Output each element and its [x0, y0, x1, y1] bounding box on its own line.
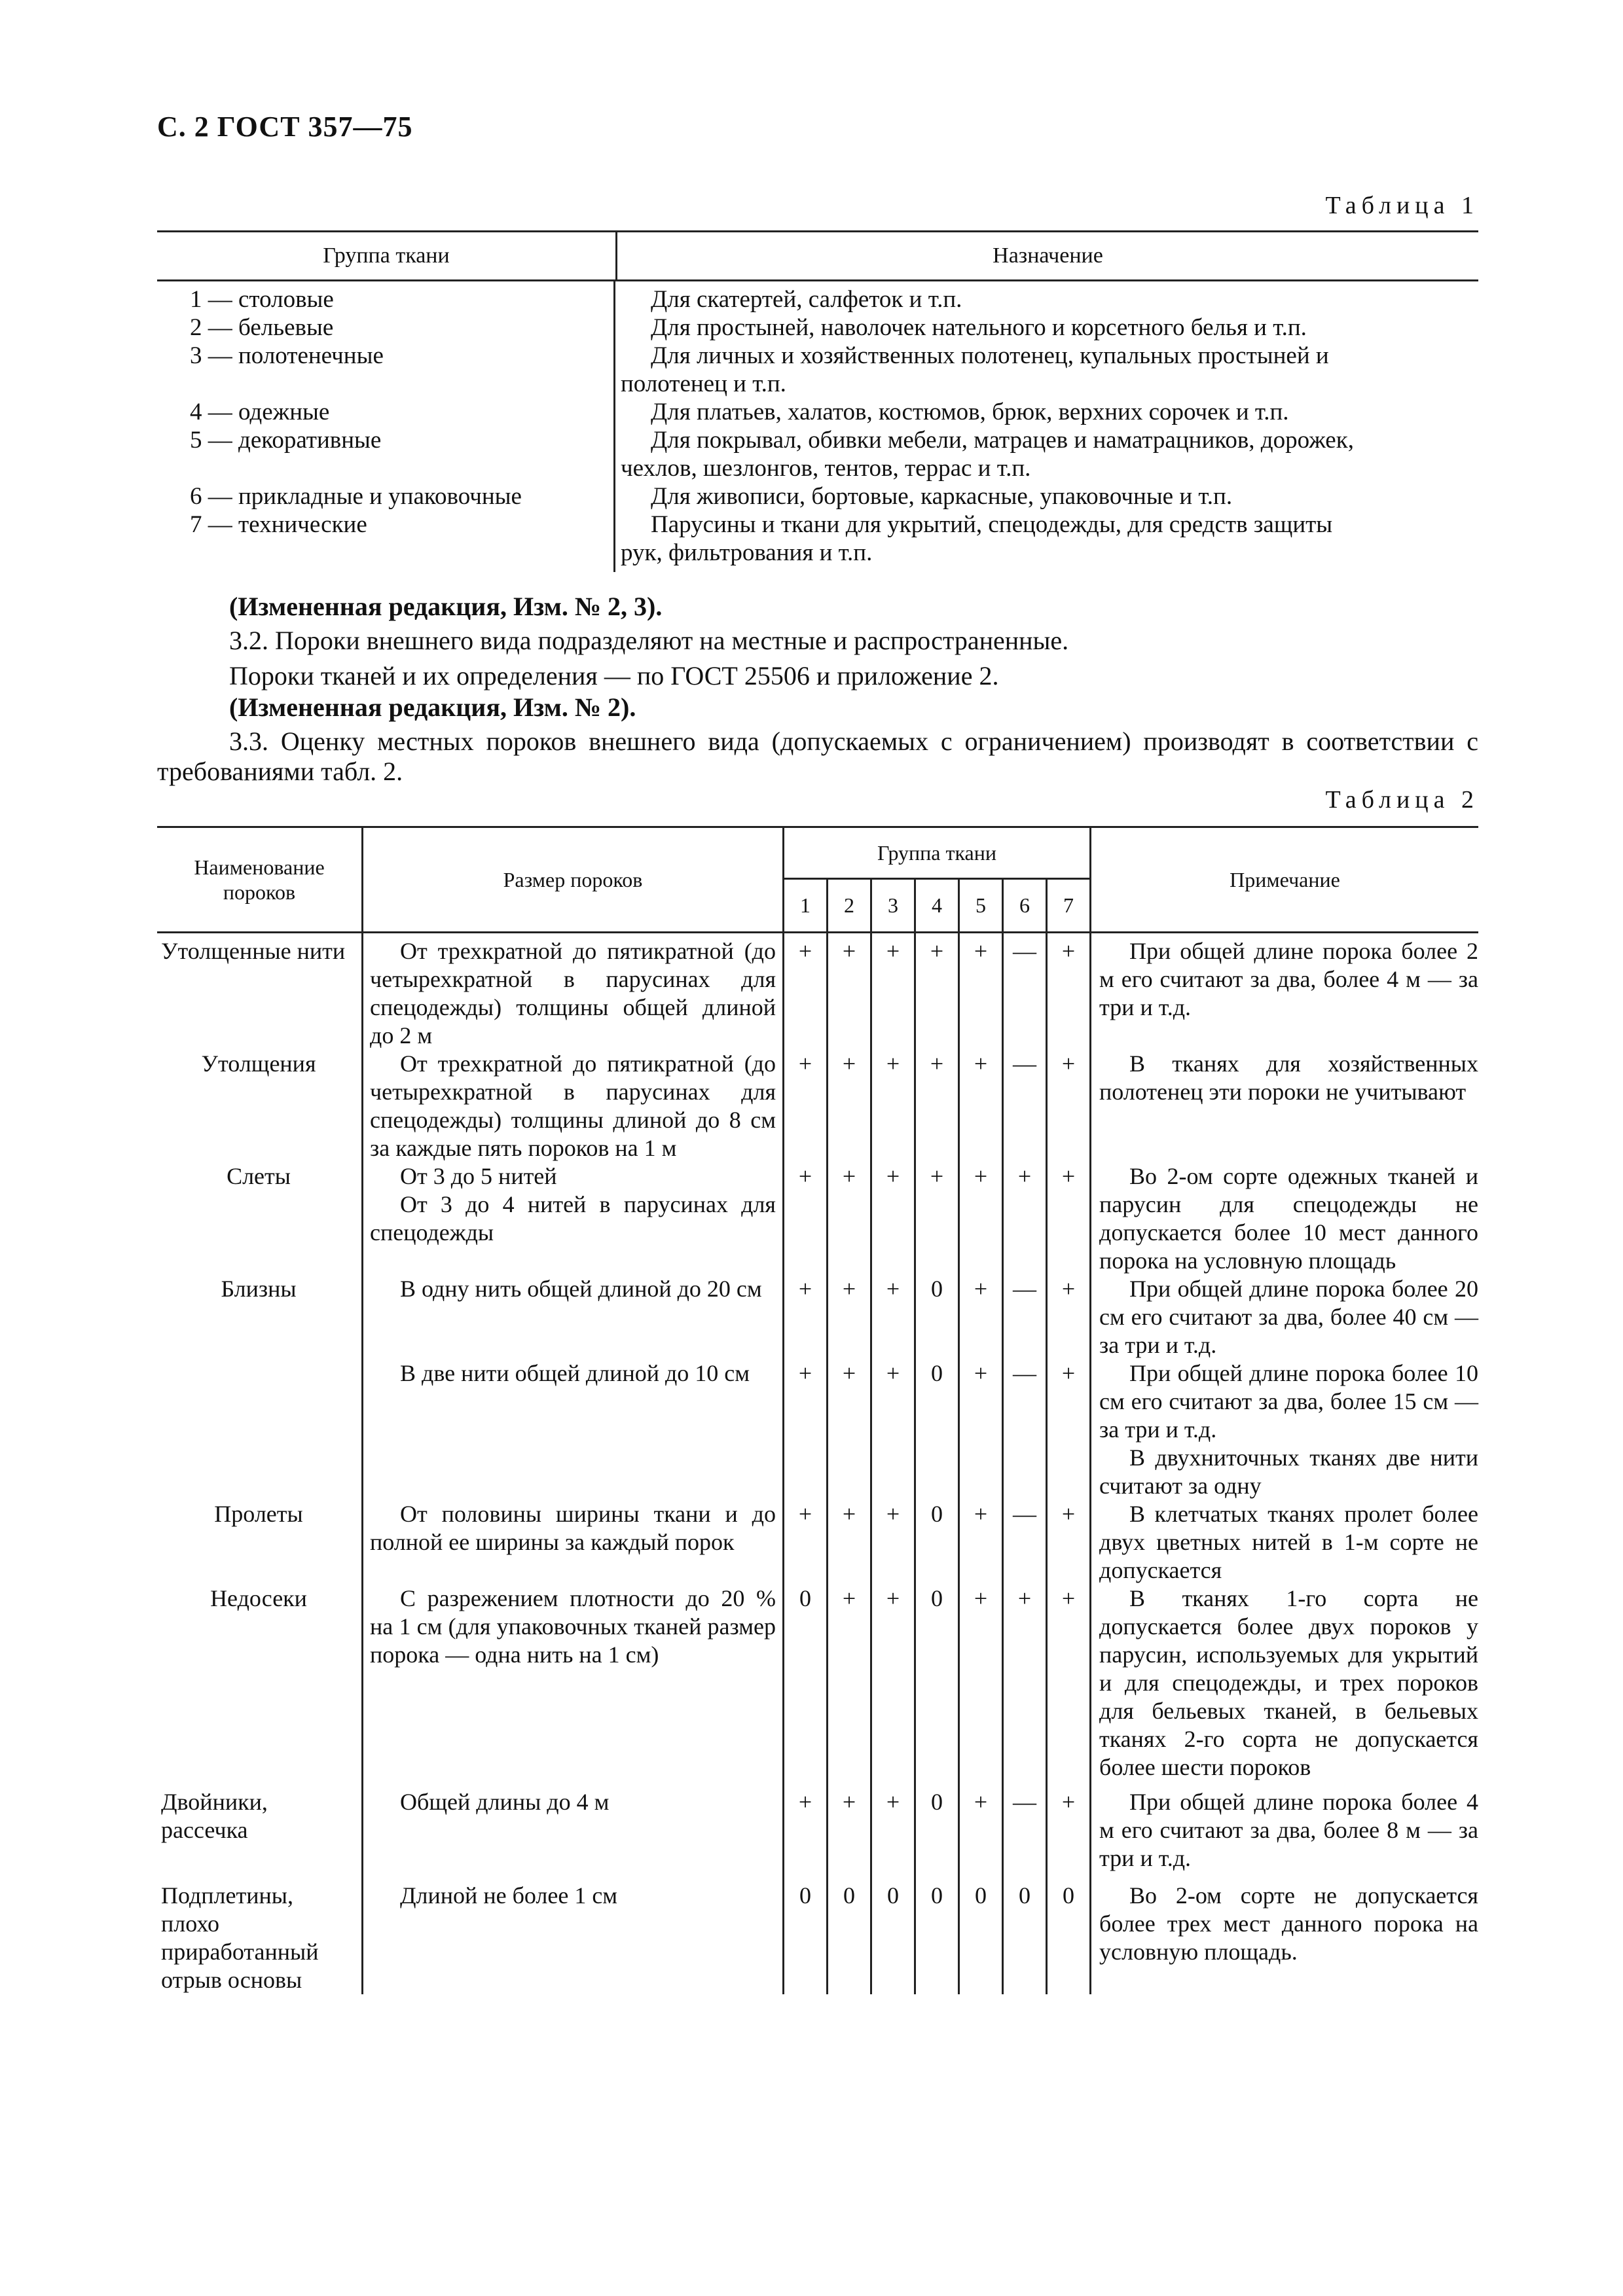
table2-group-mark: — [1003, 1275, 1047, 1359]
table1-purpose-line: Для простыней, наволочек нательного и корсетного белья и т.п. [651, 314, 1307, 341]
table2-note [1091, 1500, 1479, 1585]
table2-group-mark: + [959, 1788, 1003, 1882]
table1-purpose-cell [615, 482, 1478, 511]
table1-caption: Таблица 1 [1325, 192, 1479, 219]
table2-note-line: При общей длине порока более 4 м его считают за два, более 8 м — за три и т.д. [1099, 1789, 1478, 1871]
table2-note-line: В двухниточных тканях две нити считают за одну [1099, 1444, 1478, 1499]
table2-note-line: В тканях 1-го сорта не допускается более двух пороков у парусин, используемых для укрытий и для спецодежды, и трех пороков для бельевых тканей, в бельевых тканях 2-го сорта не допускается более шести пороков [1099, 1585, 1478, 1780]
table1-group-cell: 5 — декоративные [157, 426, 615, 482]
table2-size-line: От трехкратной до пятикратной (до четырехкратной в парусинах для спецодежды) толщины длиной до 8 см за каждые пять пороков на 1 м [370, 1050, 776, 1161]
table2-group-mark: + [784, 1788, 828, 1882]
table2-row [157, 1585, 1478, 1788]
table2-group-mark: + [871, 1050, 915, 1162]
table2-group-mark: 0 [915, 1882, 959, 1994]
table1-purpose-cell [615, 426, 1478, 482]
table2-size-line: В одну нить общей длиной до 20 см [400, 1276, 762, 1302]
table2-group-number: 6 [1003, 879, 1047, 933]
table2-defect-size [363, 1585, 784, 1788]
table2-defect-size [363, 933, 784, 1050]
table2-note [1091, 1882, 1479, 1994]
table2-group-mark: + [828, 1585, 871, 1788]
table2-note-line: В клетчатых тканях пролет более двух цветных нитей в 1-м сорте не допускается [1099, 1501, 1478, 1583]
table2-group-mark: + [828, 1275, 871, 1359]
table2-group-mark: 0 [915, 1788, 959, 1882]
table2-group-mark: 0 [1003, 1882, 1047, 1994]
table2-col-note: Примечание [1091, 827, 1479, 933]
table2-row [157, 1788, 1478, 1882]
table2-group-number: 1 [784, 879, 828, 933]
table2-note [1091, 1275, 1479, 1359]
table2-row [157, 1275, 1478, 1359]
table2-group-number: 5 [959, 879, 1003, 933]
table2-group-mark: + [915, 933, 959, 1050]
table2-group-mark: + [959, 1162, 1003, 1275]
table2-group-mark: 0 [915, 1585, 959, 1788]
table2-note [1091, 1162, 1479, 1275]
table1-row [157, 482, 1478, 511]
table2-group-mark: + [1047, 1359, 1091, 1500]
table1-purpose-line: рук, фильтрования и т.п. [621, 539, 873, 566]
table1-purpose-line: полотенец и т.п. [621, 370, 786, 397]
table2-group-number: 4 [915, 879, 959, 933]
table1-row [157, 281, 1478, 314]
table2-group-mark: + [784, 1359, 828, 1500]
table2-defect-name: Недосеки [210, 1585, 307, 1611]
table2-group-mark: + [828, 1500, 871, 1585]
table2-group-mark: + [915, 1050, 959, 1162]
table1-purpose-line: Для платьев, халатов, костюмов, брюк, верхних сорочек и т.п. [651, 399, 1289, 425]
table1-row [157, 342, 1478, 398]
table2-group-mark: 0 [1047, 1882, 1091, 1994]
paragraph-3-2-defects: Пороки тканей и их определения — по ГОСТ 25506 и приложение 2. [229, 661, 999, 691]
table1-purpose-line: Для личных и хозяйственных полотенец, купальных простыней и [651, 342, 1329, 369]
table2-group-mark: + [871, 1788, 915, 1882]
table2-group-number: 2 [828, 879, 871, 933]
table2 [157, 826, 1478, 1994]
table1-purpose-line: Для скатертей, салфеток и т.п. [651, 286, 962, 313]
table2-group-mark: — [1003, 1050, 1047, 1162]
table2-group-mark: — [1003, 933, 1047, 1050]
table2-group-mark: + [1047, 1050, 1091, 1162]
table2-group-mark: + [959, 1275, 1003, 1359]
table2-size-line: С разрежением плотности до 20 % на 1 см (для упаковочных тканей размер порока — одна нить на 1 см) [370, 1585, 776, 1668]
table2-row [157, 933, 1478, 1050]
table2-group-mark: + [959, 933, 1003, 1050]
table2-col-group: Группа ткани [784, 827, 1091, 879]
table2-group-mark: + [871, 1500, 915, 1585]
table1-purpose-cell [615, 281, 1478, 314]
table2-col-name: Наименование пороков [157, 827, 363, 933]
table2-note-line: Во 2-ом сорте не допускается более трех мест данного порока на условную площадь. [1099, 1882, 1478, 1965]
table2-row [157, 1500, 1478, 1585]
table2-size-line: В две нити общей длиной до 10 см [400, 1360, 750, 1386]
table2-note-line: При общей длине порока более 2 м его считают за два, более 4 м — за три и т.д. [1099, 938, 1478, 1020]
table2-group-mark: — [1003, 1788, 1047, 1882]
table1-col-group: Группа ткани [157, 232, 617, 279]
table2-defect-name: Близны [221, 1276, 297, 1302]
table2-defect-name: Пролеты [214, 1501, 303, 1527]
table1-body [157, 281, 1478, 572]
table2-group-mark: + [1047, 1162, 1091, 1275]
table2-defect-size [363, 1788, 784, 1882]
table2-group-mark: + [784, 1050, 828, 1162]
table2-group-mark: + [871, 1359, 915, 1500]
table2-size-line: Длиной не более 1 см [400, 1882, 618, 1909]
table2-row [157, 1162, 1478, 1275]
table1-header [157, 230, 1478, 281]
table2-group-number: 7 [1047, 879, 1091, 933]
table2-group-mark: 0 [784, 1882, 828, 1994]
table2-caption: Таблица 2 [1325, 786, 1479, 814]
table1-group-cell: 4 — одежные [157, 398, 615, 426]
table2-group-mark: — [1003, 1500, 1047, 1585]
table2-group-mark: + [959, 1359, 1003, 1500]
table2-group-mark: 0 [915, 1275, 959, 1359]
table2-note-line: При общей длине порока более 20 см его считают за два, более 40 см — за три и т.д. [1099, 1276, 1478, 1358]
table2-size-line: От трехкратной до пятикратной (до четырехкратной в парусинах для спецодежды) толщины общей длиной до 2 м [370, 938, 776, 1049]
table1-group-cell: 2 — бельевые [157, 314, 615, 342]
table2-group-mark: 0 [915, 1359, 959, 1500]
table1-purpose-cell [615, 398, 1478, 426]
paragraph-3-2: 3.2. Пороки внешнего вида подразделяют на местные и распространенные. [229, 626, 1069, 655]
table2-group-mark: 0 [828, 1882, 871, 1994]
table2-group-mark: + [1047, 1275, 1091, 1359]
table2-group-mark: + [871, 1275, 915, 1359]
table2-defect-size [363, 1359, 784, 1500]
table2-defect-name: Двойники, рассечка [161, 1789, 268, 1843]
revision-note-1: (Измененная редакция, Изм. № 2, 3). [229, 592, 663, 621]
table2-group-mark: + [1047, 933, 1091, 1050]
table2-group-mark: + [871, 933, 915, 1050]
table2-row [157, 1359, 1478, 1500]
table1-purpose-line: Парусины и ткани для укрытий, спецодежды, для средств защиты [651, 511, 1333, 538]
table2-group-mark: + [959, 1585, 1003, 1788]
table1-col-purpose: Назначение [993, 243, 1103, 268]
table2-group-mark: 0 [871, 1882, 915, 1994]
table2-group-mark: + [1003, 1585, 1047, 1788]
table2-col-size: Размер пороков [363, 827, 784, 933]
table2-group-mark: + [784, 933, 828, 1050]
page-header: С. 2 ГОСТ 357—75 [157, 111, 413, 143]
table1-group-cell: 7 — технические [157, 511, 615, 567]
table2-group-mark: 0 [784, 1585, 828, 1788]
revision-note-2: (Измененная редакция, Изм. № 2). [229, 692, 636, 722]
table2-note-line: В тканях для хозяйственных полотенец эти пороки не учитывают [1099, 1050, 1478, 1105]
table2-note [1091, 1359, 1479, 1500]
table2-note-line: При общей длине порока более 10 см его считают за два, более 15 см — за три и т.д. [1099, 1360, 1478, 1443]
table2-group-mark: + [784, 1500, 828, 1585]
table2-note [1091, 1585, 1479, 1788]
table2-defect-size [363, 1500, 784, 1585]
table2-size-line: От 3 до 5 нитей [400, 1163, 557, 1189]
table1-group-cell: 6 — прикладные и упаковочные [157, 482, 615, 511]
table2-row [157, 1882, 1478, 1994]
table2-defect-size [363, 1882, 784, 1994]
table2-row [157, 1050, 1478, 1162]
table2-size-line: Общей длины до 4 м [400, 1789, 610, 1815]
table2-group-mark: 0 [959, 1882, 1003, 1994]
table2-defect-name: Слеты [227, 1163, 291, 1189]
table2-group-mark: + [871, 1585, 915, 1788]
table1-purpose-cell [615, 511, 1478, 567]
table1-row [157, 511, 1478, 567]
table2-group-mark: + [828, 1050, 871, 1162]
table1-group-cell: 3 — полотенечные [157, 342, 615, 398]
table1-row [157, 314, 1478, 342]
table2-defect-size [363, 1275, 784, 1359]
table1-purpose-line: чехлов, шезлонгов, тентов, террас и т.п. [621, 455, 1031, 482]
table2-group-mark: + [1047, 1585, 1091, 1788]
table2-group-mark: + [915, 1162, 959, 1275]
table2-group-mark: + [828, 1359, 871, 1500]
table2-group-mark: + [959, 1050, 1003, 1162]
table2-size-line: От половины ширины ткани и до полной ее ширины за каждый порок [370, 1501, 776, 1555]
table2-group-mark: + [1003, 1162, 1047, 1275]
table2-defect-name [157, 1359, 363, 1500]
table2-size-line: От 3 до 4 нитей в парусинах для спецодежды [370, 1191, 776, 1246]
table1 [157, 230, 1478, 572]
table2-group-mark: + [828, 1788, 871, 1882]
table1-row [157, 426, 1478, 482]
table2-group-number: 3 [871, 879, 915, 933]
table1-purpose-cell [615, 342, 1478, 398]
table2-group-mark: + [828, 933, 871, 1050]
table2-defect-size [363, 1162, 784, 1275]
table2-defect-name: Подплетины, плохо приработанный отрыв основы [161, 1882, 319, 1993]
table1-purpose-cell [615, 314, 1478, 342]
table2-note [1091, 933, 1479, 1050]
table1-purpose-line: Для живописи, бортовые, каркасные, упаковочные и т.п. [651, 483, 1233, 510]
table2-note [1091, 1788, 1479, 1882]
table2-defect-name: Утолщенные нити [161, 938, 346, 964]
table2-group-mark: + [784, 1162, 828, 1275]
table1-purpose-line: Для покрывал, обивки мебели, матрацев и наматрацников, дорожек, [651, 427, 1354, 454]
table2-note-line: Во 2-ом сорте одежных тканей и парусин для спецодежды не допускается более 10 мест данного порока на условную площадь [1099, 1163, 1478, 1274]
table2-group-mark: + [784, 1275, 828, 1359]
table2-group-mark: + [828, 1162, 871, 1275]
table2-note [1091, 1050, 1479, 1162]
table2-group-mark: — [1003, 1359, 1047, 1500]
table2-defect-size [363, 1050, 784, 1162]
table2-group-mark: + [1047, 1500, 1091, 1585]
paragraph-3-3: 3.3. Оценку местных пороков внешнего вида (допускаемых с ограничением) производят в соответствии с требованиями табл. 2. [157, 726, 1478, 786]
table1-row [157, 398, 1478, 426]
table1-group-cell: 1 — столовые [157, 281, 615, 314]
table2-group-mark: + [1047, 1788, 1091, 1882]
table2-group-mark: + [959, 1500, 1003, 1585]
table2-defect-name: Утолщения [201, 1050, 316, 1077]
table2-group-mark: 0 [915, 1500, 959, 1585]
table2-group-mark: + [871, 1162, 915, 1275]
